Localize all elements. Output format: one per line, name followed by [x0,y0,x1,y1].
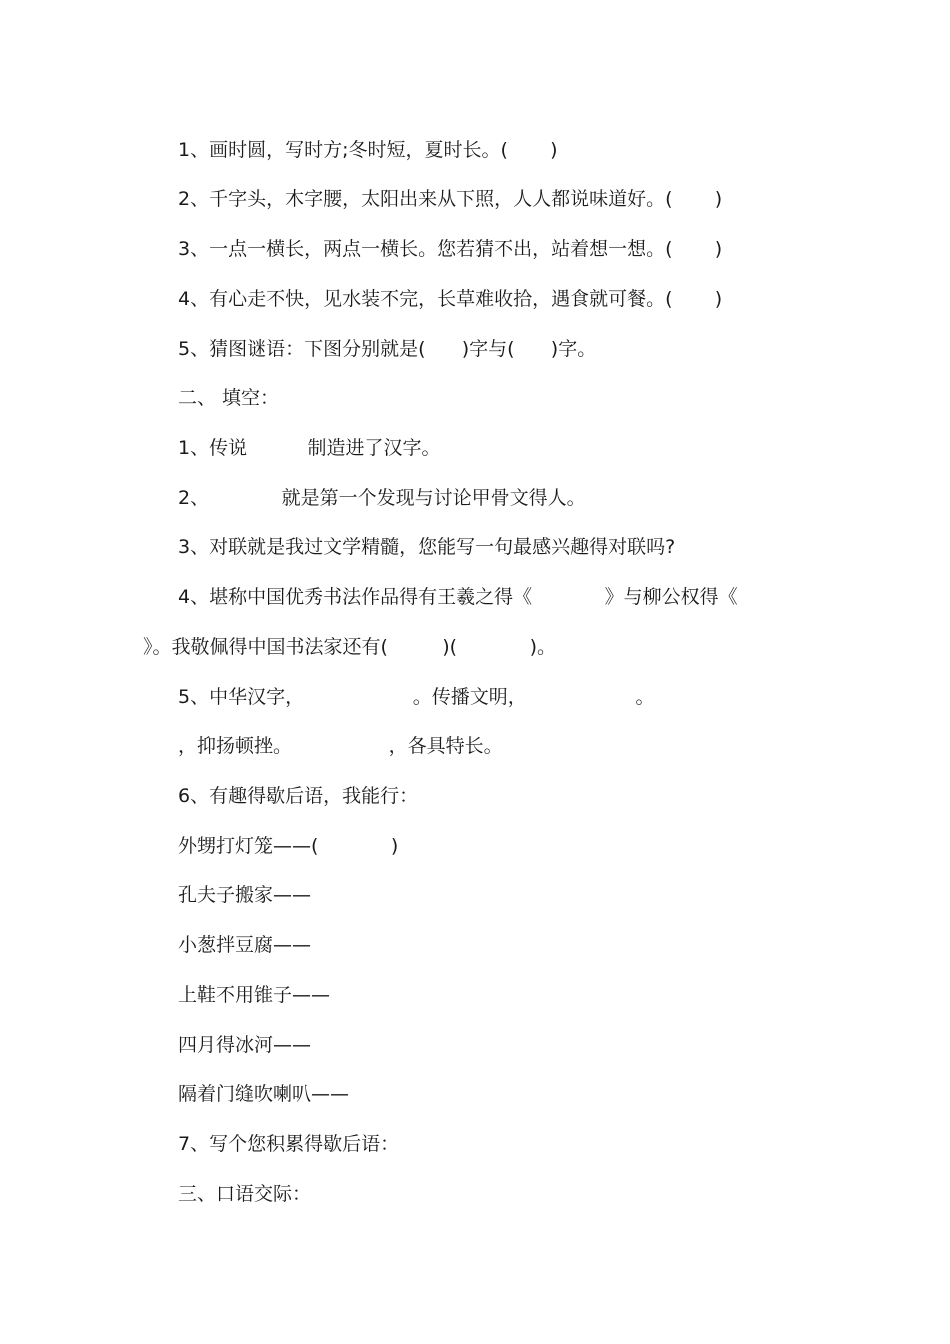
riddle-4: 4、有心走不快，见水装不完，长草难收拾，遇食就可餐。( ) [178,288,723,310]
section-heading-fill-blank: 二、 填空： [178,387,280,409]
xiehouyu-4: 上鞋不用锥子—— [178,984,331,1006]
fill-item-7: 7、写个您积累得歇后语： [178,1133,400,1155]
fill-item-5-continued: ，抑扬顿挫。 ，各具特长。 [178,735,503,757]
fill-item-6: 6、有趣得歇后语，我能行： [178,785,419,807]
xiehouyu-5: 四月得冰河—— [178,1034,312,1056]
xiehouyu-6: 隔着门缝吹喇叭—— [178,1083,350,1105]
fill-item-5: 5、中华汉字， 。传播文明， 。 [178,686,655,708]
section-heading-oral: 三、口语交际： [178,1183,312,1205]
riddle-5: 5、猜图谜语：下图分别就是( )字与( )字。 [178,338,597,360]
fill-item-1: 1、传说 制造进了汉字。 [178,437,441,459]
fill-item-4: 4、堪称中国优秀书法作品得有王羲之得《 》与柳公权得《 [178,586,738,608]
xiehouyu-2: 孔夫子搬家—— [178,884,312,906]
riddle-1: 1、画时圆，写时方;冬时短，夏时长。( ) [178,139,558,161]
fill-item-3: 3、对联就是我过文学精髓，您能写一句最感兴趣得对联吗? [178,536,676,558]
xiehouyu-3: 小葱拌豆腐—— [178,934,312,956]
riddle-3: 3、一点一横长，两点一横长。您若猜不出，站着想一想。( ) [178,238,723,260]
fill-item-4-continued: 》。我敬佩得中国书法家还有( )( )。 [143,636,556,658]
riddle-2: 2、千字头，木字腰，太阳出来从下照，人人都说味道好。( ) [178,188,723,210]
fill-item-2: 2、 就是第一个发现与讨论甲骨文得人。 [178,487,586,509]
xiehouyu-1: 外甥打灯笼——( ) [178,835,399,857]
